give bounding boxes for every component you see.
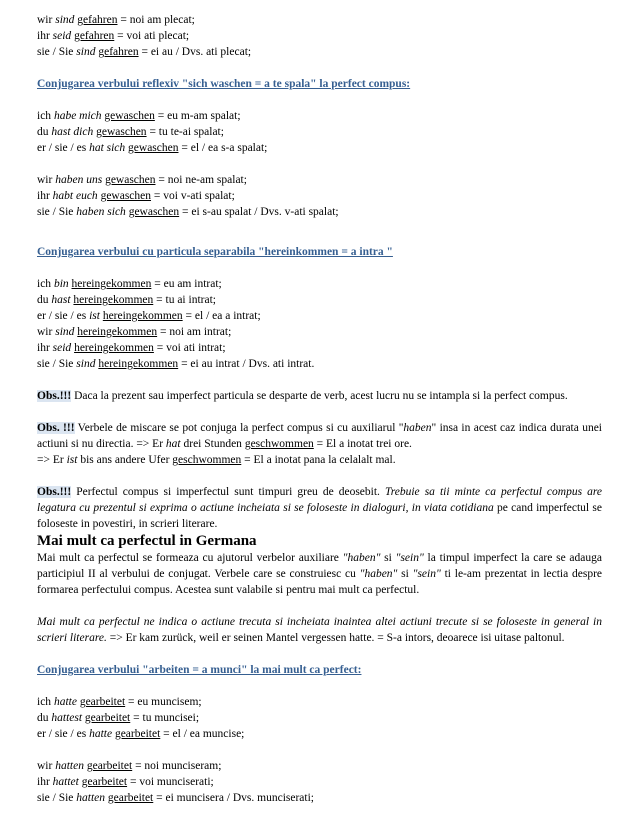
- participle: gewaschen: [96, 126, 147, 138]
- conjugation-line: [37, 44, 602, 60]
- pronoun: sie / Sie: [37, 358, 77, 370]
- translation: = ei s-au spalat / Dvs. v-ati spalat;: [179, 206, 339, 218]
- conjugation-line: [37, 340, 602, 356]
- conjugation-line: [37, 124, 602, 140]
- pronoun: wir: [37, 326, 56, 338]
- paragraph-text: ti le-am prezentat in lectia despre formarea perfectului compus. Acestea sunt valabile si pentru mai mult ca perfectul.: [37, 568, 603, 596]
- translation: = tu te-ai spalat;: [146, 126, 224, 138]
- keyword-haben: "haben": [342, 552, 381, 564]
- participle: gewaschen: [128, 206, 180, 218]
- participle: hereingekommen: [102, 310, 183, 322]
- pronoun: ich: [37, 278, 54, 290]
- pluperfect-paragraph-1: [37, 550, 602, 598]
- pronoun: du: [37, 126, 52, 138]
- keyword-sein: "sein": [395, 552, 424, 564]
- participle: gewaschen: [105, 174, 156, 186]
- observation-text: bis ans andere Ufer: [77, 454, 173, 466]
- translation: = tu muncisei;: [130, 712, 200, 724]
- participle: hereingekommen: [73, 294, 154, 306]
- observation-note-3: [37, 484, 602, 532]
- keyword-ist: ist: [66, 454, 78, 466]
- conjugation-block-fahren: [37, 12, 602, 60]
- translation: = el / ea a intrat;: [182, 310, 261, 322]
- pronoun: sie / Sie: [37, 792, 77, 804]
- translation: = eu am intrat;: [151, 278, 222, 290]
- auxiliary-verb: hatten: [76, 792, 106, 804]
- auxiliary-verb: bin: [53, 278, 69, 290]
- conjugation-block-hereinkommen: [37, 276, 602, 372]
- pronoun: sie / Sie: [37, 206, 77, 218]
- conjugation-line: [37, 774, 602, 790]
- pronoun: ich: [37, 110, 54, 122]
- conjugation-line: [37, 12, 602, 28]
- conjugation-line: [37, 204, 602, 220]
- auxiliary-verb: ist: [89, 310, 100, 322]
- auxiliary-verb: seid: [52, 342, 72, 354]
- observation-text: = El a inotat trei ore.: [313, 438, 412, 450]
- participle: gearbeitet: [114, 728, 161, 740]
- participle: gefahren: [74, 30, 115, 42]
- section-title-pluperfect: Mai mult ca perfectul in Germana: [37, 533, 257, 549]
- translation: = eu m-am spalat;: [154, 110, 241, 122]
- participle: gewaschen: [128, 142, 179, 154]
- observation-note-1: [37, 388, 602, 404]
- translation: = noi am plecat;: [117, 14, 195, 26]
- paragraph-text: => Er kam zurück, weil er seinen Mantel vergessen hatte. = S-a intors, deoarece isi uitase paltonul.: [106, 632, 565, 644]
- auxiliary-verb: sind: [76, 358, 96, 370]
- keyword-haben: "haben": [359, 568, 398, 580]
- auxiliary-verb: haben sich: [76, 206, 126, 218]
- conjugation-line: [37, 276, 602, 292]
- participle: hereingekommen: [71, 278, 152, 290]
- observation-label: Obs.!!!: [37, 390, 72, 402]
- pronoun: ihr: [37, 190, 53, 202]
- section-heading-arbeiten: Conjugarea verbului "arbeiten = a munci" la mai mult ca perfect:: [37, 664, 362, 676]
- section-heading-reflexive: Conjugarea verbului reflexiv "sich waschen = a te spala" la perfect compus:: [37, 78, 411, 90]
- observation-text: " insa in acest caz indica durata unei actiuni si nu directia. => Er: [37, 422, 602, 450]
- pronoun: ich: [37, 696, 54, 708]
- conjugation-line: [37, 188, 602, 204]
- conjugation-line: [37, 308, 602, 324]
- conjugation-block-arbeiten: [37, 694, 602, 806]
- translation: = voi v-ati spalat;: [151, 190, 235, 202]
- auxiliary-verb: hast: [51, 294, 71, 306]
- pluperfect-paragraph-2: [37, 614, 602, 646]
- translation: = el / ea s-a spalat;: [178, 142, 268, 154]
- observation-text: => Er: [37, 454, 67, 466]
- translation: = ei muncisera / Dvs. munciserati;: [153, 792, 315, 804]
- pronoun: wir: [37, 174, 56, 186]
- participle: gefahren: [77, 14, 118, 26]
- conjugation-line: [37, 710, 602, 726]
- translation: = noi ne-am spalat;: [155, 174, 247, 186]
- auxiliary-verb: habt euch: [52, 190, 98, 202]
- paragraph-text: Mai mult ca perfectul se formeaza cu ajutorul verbelor auxiliare: [37, 552, 343, 564]
- auxiliary-verb: hattest: [51, 712, 83, 724]
- conjugation-line: [37, 694, 602, 710]
- participle: geschwommen: [172, 454, 242, 466]
- observation-label: Obs. !!!: [37, 422, 75, 434]
- pronoun: ihr: [37, 30, 53, 42]
- paragraph-text: si: [397, 568, 413, 580]
- paragraph-text: si: [380, 552, 396, 564]
- participle: gefahren: [98, 46, 139, 58]
- pronoun: ihr: [37, 776, 53, 788]
- translation: = noi am intrat;: [157, 326, 232, 338]
- keyword-sein: "sein": [412, 568, 441, 580]
- pronoun: sie / Sie: [37, 46, 77, 58]
- auxiliary-verb: hatten: [55, 760, 84, 772]
- translation: = el / ea muncise;: [160, 728, 245, 740]
- participle: gearbeitet: [107, 792, 154, 804]
- conjugation-line: [37, 172, 602, 188]
- translation: = noi munciseram;: [132, 760, 222, 772]
- observation-text: Perfectul compus si imperfectul sunt timpuri greu de deosebit.: [71, 486, 385, 498]
- pronoun: wir: [37, 760, 56, 772]
- observation-text: pe cand imperfectul se foloseste in povestiri, in scrieri literare.: [37, 502, 602, 530]
- auxiliary-verb: sind: [55, 326, 75, 338]
- conjugation-block-waschen: [37, 108, 602, 220]
- paragraph-emphasis: Mai mult ca perfectul ne indica o actiune trecuta si incheiata inaintea altei actiuni trecute si se foloseste in general in scrieri literare.: [37, 616, 602, 644]
- observation-example: [37, 452, 602, 468]
- observation-text: = El a inotat pana la celalalt mal.: [241, 454, 396, 466]
- translation: = voi munciserati;: [127, 776, 214, 788]
- translation: = eu muncisem;: [125, 696, 202, 708]
- conjugation-line: [37, 108, 602, 124]
- auxiliary-verb: hattet: [52, 776, 79, 788]
- auxiliary-verb: hast dich: [51, 126, 94, 138]
- auxiliary-verb: haben uns: [55, 174, 103, 186]
- auxiliary-verb: seid: [52, 30, 72, 42]
- observation-text: Daca la prezent sau imperfect particula se desparte de verb, acest lucru nu se intampla si la perfect compus.: [71, 390, 568, 402]
- auxiliary-verb: hatte: [53, 696, 77, 708]
- conjugation-line: [37, 140, 602, 156]
- pronoun: du: [37, 712, 52, 724]
- conjugation-line: [37, 292, 602, 308]
- participle: hereingekommen: [98, 358, 179, 370]
- pronoun: du: [37, 294, 52, 306]
- section-heading-separable: Conjugarea verbului cu particula separabila "hereinkommen = a intra ": [37, 246, 393, 258]
- pronoun: wir: [37, 14, 56, 26]
- participle: hereingekommen: [74, 342, 154, 354]
- conjugation-line: [37, 28, 602, 44]
- participle: geschwommen: [244, 438, 314, 450]
- translation: = ei au intrat / Dvs. ati intrat.: [178, 358, 315, 370]
- auxiliary-verb: sind: [76, 46, 96, 58]
- conjugation-line: [37, 356, 602, 372]
- pronoun: er / sie / es: [37, 310, 90, 322]
- conjugation-line: [37, 324, 602, 340]
- keyword-hat: hat: [165, 438, 181, 450]
- participle: gearbeitet: [84, 712, 131, 724]
- translation: = ei au / Dvs. ati plecat;: [138, 46, 252, 58]
- pronoun: ihr: [37, 342, 53, 354]
- observation-text: drei Stunden: [180, 438, 245, 450]
- participle: gewaschen: [100, 190, 152, 202]
- participle: gewaschen: [104, 110, 155, 122]
- auxiliary-verb: habe mich: [53, 110, 102, 122]
- participle: hereingekommen: [77, 326, 158, 338]
- pronoun: er / sie / es: [37, 728, 90, 740]
- translation: = tu ai intrat;: [153, 294, 216, 306]
- observation-emphasis: Trebuie sa tii minte ca perfectul compus are legatura cu prezentul si exprima o actiune incheiata si se foloseste in dialoguri, in viata cotidiana: [37, 486, 602, 514]
- translation: = voi ati intrat;: [153, 342, 226, 354]
- conjugation-line: [37, 726, 602, 742]
- auxiliary-verb: sind: [55, 14, 75, 26]
- observation-text: Verbele de miscare se pot conjuga la perfect compus si cu auxiliarul ": [74, 422, 404, 434]
- participle: gearbeitet: [79, 696, 126, 708]
- observation-note-2: [37, 420, 602, 452]
- keyword-haben: haben: [403, 422, 432, 434]
- observation-label: Obs.!!!: [37, 486, 72, 498]
- auxiliary-verb: hatte: [89, 728, 113, 740]
- participle: gearbeitet: [86, 760, 133, 772]
- conjugation-line: [37, 790, 602, 806]
- participle: gearbeitet: [81, 776, 128, 788]
- auxiliary-verb: hat sich: [89, 142, 126, 154]
- conjugation-line: [37, 758, 602, 774]
- paragraph-text: la timpul imperfect la care se adauga participiul II al verbului de conjugat. Verbele care se construiesc cu: [37, 552, 602, 580]
- pronoun: er / sie / es: [37, 142, 90, 154]
- translation: = voi ati plecat;: [114, 30, 190, 42]
